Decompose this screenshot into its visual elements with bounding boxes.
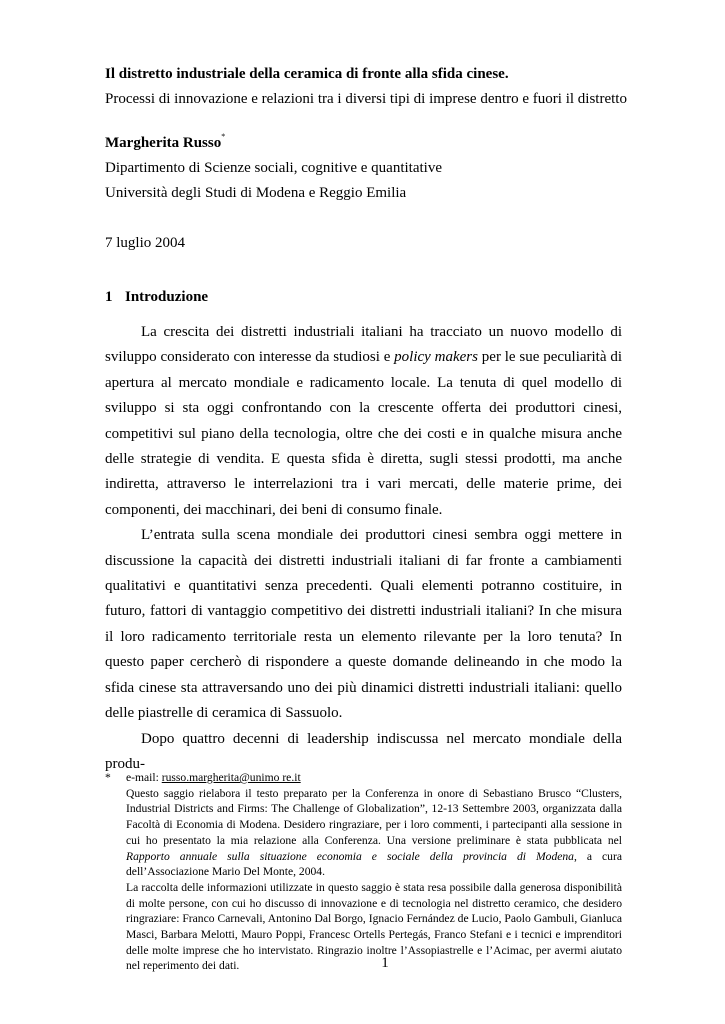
- author-footnote-mark[interactable]: *: [221, 132, 226, 141]
- section-title: Introduzione: [125, 289, 209, 305]
- paragraph-text: per le sue peculiarità di apertura al mercato mondiale e radicamento locale. La tenuta di quel modello di sviluppo si sta oggi confrontando con la crescente offerta dei produttori cinesi, competitivi sul piano della tecnologia, oltre che dei costi e in qualche misura anche delle strategie di vendita. E questa sfida è diretta, sugli stessi prodotti, ma anche indiretta, attraverso le interrelazioni tra i vari mercati, delle materie prime, dei componenti, dei macchinari, dei beni di consumo finale.: [105, 349, 622, 518]
- paper-date: 7 luglio 2004: [105, 235, 186, 251]
- footnote-email-line: [126, 770, 622, 786]
- footnote-body: [126, 770, 622, 974]
- emphasis-text: policy makers: [394, 349, 478, 366]
- paragraph: L’entrata sulla scena mondiale dei produttori cinesi sembra oggi mettere in discussione la capacità dei distretti industriali italiani di far fronte a cambiamenti qualitativi e quantitativi senza precedenti. Quali elementi potranno costituire, in futuro, fattori di vantaggio competitivo dei distretti industriali italiani? In che misura il loro radicamento territoriale resta un elemento rilevante per la loro tenuta? In questo paper cercherò di rispondere a queste domande delineando in che modo la sfida cinese sta attraversando uno dei più dinamici distretti industriali italiani: quello delle piastrelle di ceramica di Sassuolo.: [105, 527, 622, 722]
- email-link[interactable]: russo.margherita@unimo re.it: [161, 771, 301, 784]
- section-heading: [105, 289, 208, 306]
- footnote-mark: *: [105, 771, 111, 784]
- footnote-paragraph: La raccolta delle informazioni utilizzate in questo saggio è stata resa possibile dalla generosa disponibilità di molte persone, con cui ho discusso di innovazione e di tecnologia nel distretto ceramico, che desidero ringraziare: Franco Carnevali, Antonino Dal Borgo, Ignacio Fernández de Lucio, Paolo Gambuli, Gianluca Masci, Barbara Melotti, Mauro Poppi, Francesc Ortells Pertegás, Franco Stefani e i tecnici e imprenditori delle molte imprese che ho intervistato. Ringrazio inoltre l’Assopiastrelle e l’Acimac, per avermi aiutato nel reperimento dei dati.: [126, 880, 622, 973]
- paragraph: [105, 320, 622, 523]
- author-name: [105, 134, 225, 152]
- paragraph: Dopo quattro decenni di leadership indiscussa nel mercato mondiale della produ-: [105, 730, 622, 772]
- email-label: e-mail:: [126, 771, 162, 784]
- footnote-emphasis: Rapporto annuale sulla situazione economia e sociale della provincia di Modena: [126, 849, 574, 863]
- footnote: [105, 770, 622, 974]
- paper-subtitle: Processi di innovazione e relazioni tra i diversi tipi di imprese dentro e fuori il distretto: [105, 91, 627, 107]
- footnote-text: Questo saggio rielabora il testo preparato per la Conferenza in onore di Sebastiano Brusco “Clusters, Industrial Districts and Firms: The Challenge of Globalization”, 12-13 Settembre 2003, organizzata dalla Facoltà di Economia di Modena. Desidero ringraziare, per i loro commenti, i partecipanti alla sessione in cui ho presentato la mia relazione alla Conferenza. Una versione preliminare è stata pubblicata nel: [126, 786, 622, 847]
- section-number: 1: [105, 289, 113, 305]
- page-number: 1: [381, 955, 389, 971]
- footnote-paragraph: [126, 786, 622, 880]
- footnote-text: , a cura dell’Associazione Mario Del Monte, 2004.: [126, 849, 622, 879]
- paragraph-text: La crescita dei distretti industriali italiani ha tracciato un nuovo modello di sviluppo considerato con interesse da studiosi e: [105, 324, 622, 366]
- affiliation-university: Università degli Studi di Modena e Reggio Emilia: [105, 185, 407, 201]
- body-text: [105, 320, 622, 777]
- affiliation-department: Dipartimento di Scienze sociali, cognitive e quantitative: [105, 160, 442, 176]
- author-name-text: Margherita Russo: [105, 135, 222, 151]
- paper-title: Il distretto industriale della ceramica di fronte alla sfida cinese.: [105, 66, 509, 82]
